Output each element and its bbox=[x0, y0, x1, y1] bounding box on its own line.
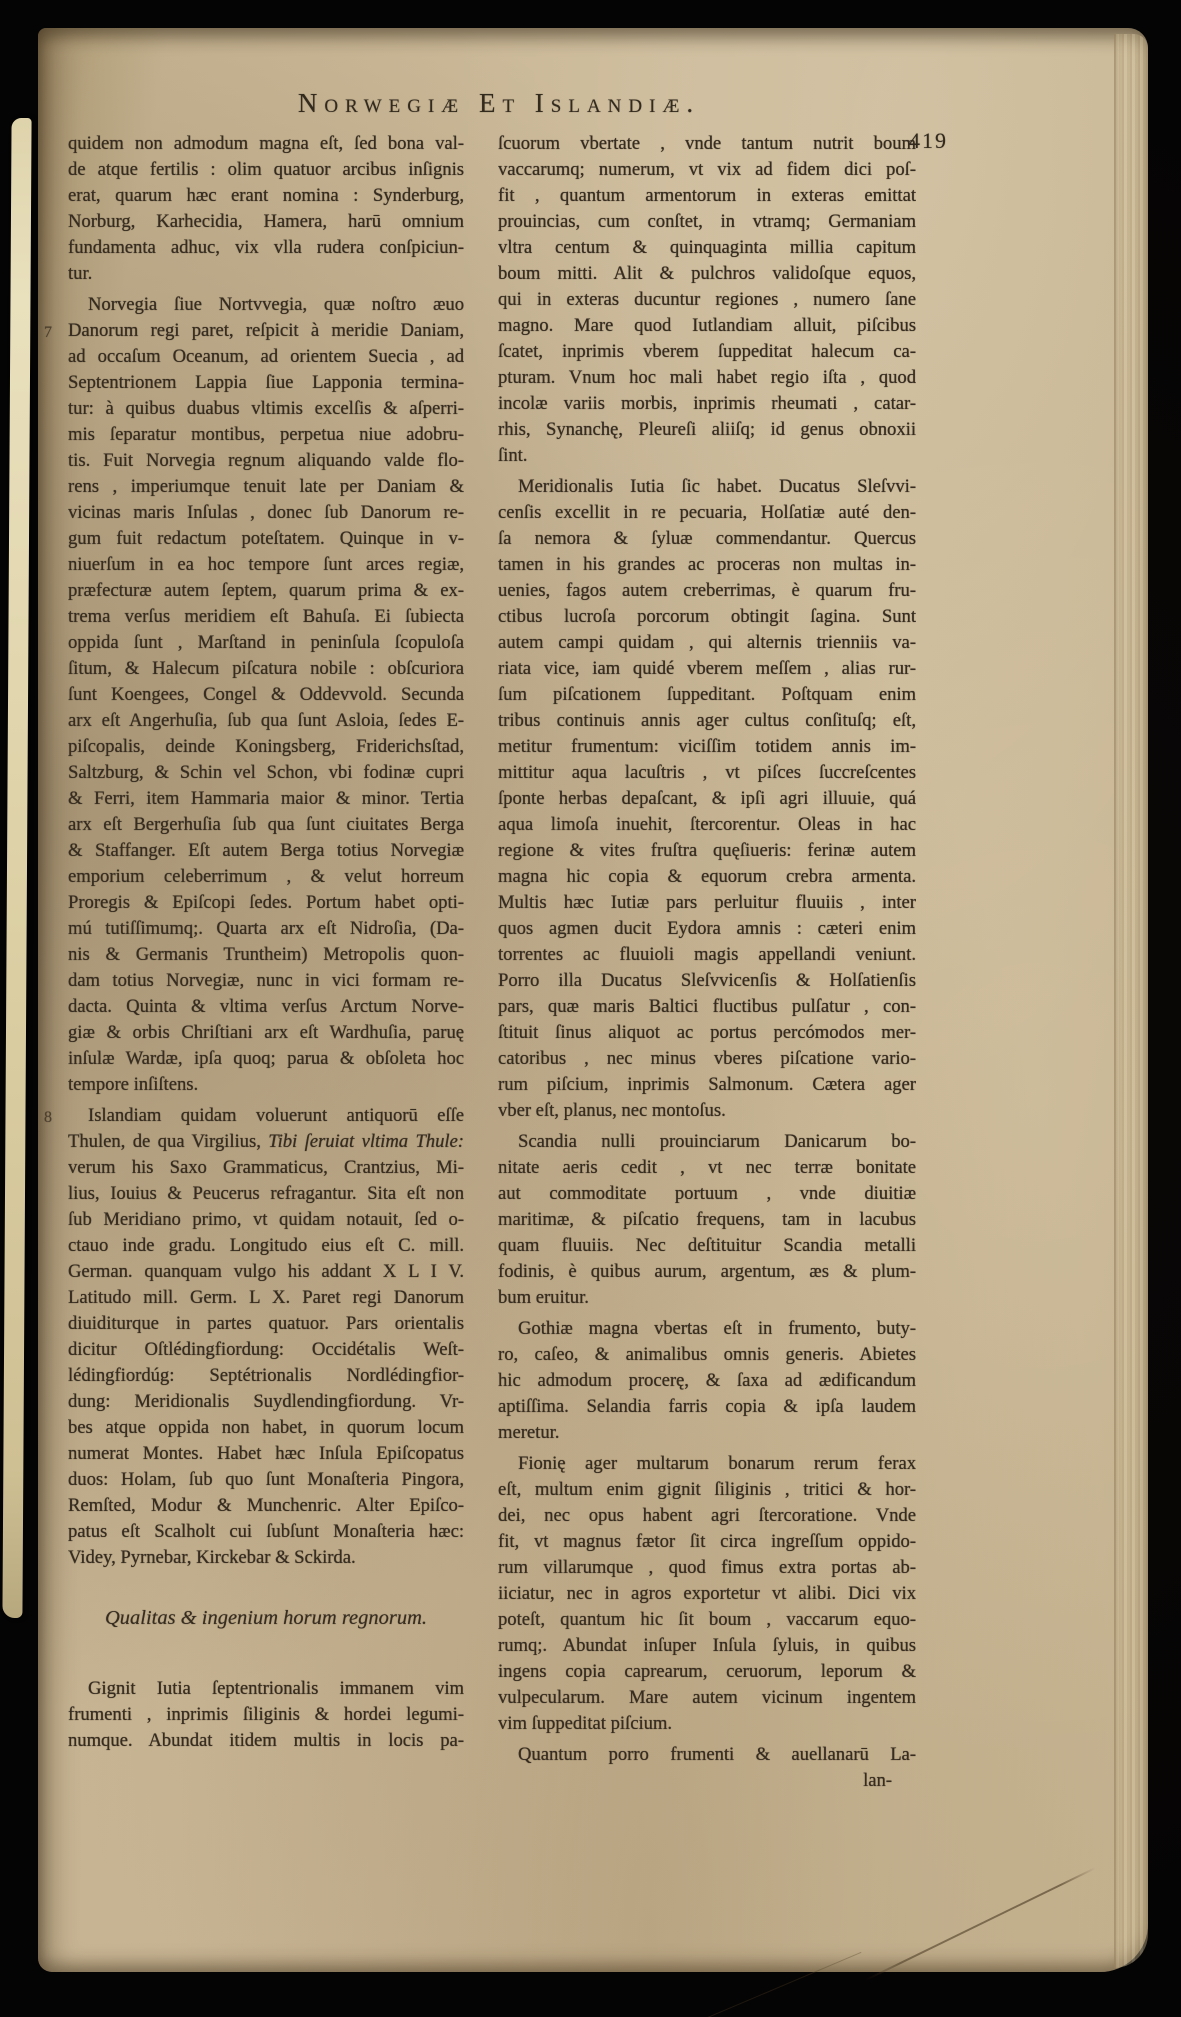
catchword: lan- bbox=[863, 1770, 892, 1791]
text-line: dei, nec opus habent agri ſtercoratione. Vnde bbox=[498, 1505, 916, 1526]
text-line: prouincias, cum conſtet, in vtramq; Germaniam bbox=[498, 211, 916, 232]
text-line: fit , quantum armentorum in exteras emittat bbox=[498, 185, 916, 206]
running-head-title: Norwegiæ Et Islandiæ. bbox=[297, 88, 701, 118]
text-roman: Thulen, de qua Virgilius, bbox=[68, 1131, 269, 1152]
page-number: 419 bbox=[909, 128, 948, 153]
text-line: German. quanquam vulgo his addant X L I V. bbox=[68, 1261, 464, 1282]
text-line: regione & vites fruſtra quęſiueris: ferinæ autem bbox=[498, 840, 916, 861]
right-column bbox=[498, 131, 916, 1799]
text-line: tribus continuis annis ager cultus conſituſq; eſt, bbox=[498, 710, 916, 731]
text-line: inſulæ Wardæ, ipſa quoq; parua & obſoleta hoc bbox=[68, 1048, 464, 1069]
text-line: duos: Holam, ſub quo ſunt Monaſteria Pingora, bbox=[68, 1469, 464, 1490]
text-line: tempore inſiſtens. bbox=[68, 1074, 199, 1095]
text-line: Proregis & Epiſcopi ſedes. Portum habet opti- bbox=[68, 892, 464, 913]
text-line: Porro illa Ducatus Sleſvvicenſis & Holſatienſis bbox=[498, 970, 916, 991]
text-line: quidem non admodum magna eſt, ſed bona val- bbox=[68, 133, 464, 154]
text-line: Meridionalis Iutia ſic habet. Ducatus Sleſvvi- bbox=[518, 476, 916, 497]
text-line: magna hic copia & equorum crebra armenta. bbox=[498, 866, 916, 887]
paragraph bbox=[68, 1676, 464, 1754]
underlying-page-edge bbox=[2, 118, 31, 1618]
text-line: tur. bbox=[68, 263, 93, 284]
text-line: trema verſus meridiem eſt Bahuſa. Ei ſubiecta bbox=[68, 606, 464, 627]
text-line: emporium celeberrimum , & velut horreum bbox=[68, 866, 464, 887]
text-line: & Staffanger. Eſt autem Berga totius Norvegiæ bbox=[68, 840, 464, 861]
text-line: numerat Montes. Habet hæc Inſula Epiſcopatus bbox=[68, 1443, 464, 1464]
text-line: maritimæ, & piſcatio frequens, tam in lacubus bbox=[498, 1209, 916, 1230]
text-line: Norvegia ſiue Nortvvegia, quæ noſtro æuo bbox=[88, 294, 464, 315]
text-line: diuiditurque in partes quatuor. Pars orientalis bbox=[68, 1313, 464, 1334]
text-line: & Ferri, item Hammaria maior & minor. Tertia bbox=[68, 788, 464, 809]
text-line: de atque fertilis : olim quatuor arcibus inſignis bbox=[68, 159, 464, 180]
text-line: eſt, multum enim gignit ſiliginis , tritici & hor- bbox=[498, 1479, 916, 1500]
text-line: pturam. Vnum hoc mali habet regio iſta , quod bbox=[498, 367, 916, 388]
text-line: vaccarumq; numerum, vt vix ad fidem dici poſ- bbox=[498, 159, 916, 180]
paragraph bbox=[44, 1103, 464, 1571]
text-line: vim ſuppeditat piſcium. bbox=[498, 1713, 673, 1734]
text-line: Remſted, Modur & Munchenric. Alter Epiſco- bbox=[68, 1495, 464, 1516]
text-line: boum mitti. Alit & pulchros validoſque equos, bbox=[498, 263, 916, 284]
text-line: incolæ variis morbis, inprimis rheumati , catar- bbox=[498, 393, 916, 414]
text-line: hic admodum procerę, & ſaxa ad ædificandum bbox=[498, 1370, 916, 1391]
text-line: Gignit Iutia ſeptentrionalis immanem vim bbox=[88, 1678, 464, 1699]
text-line: autem campi quidam , qui alternis trienniis va- bbox=[498, 632, 916, 653]
text-line: aut commoditate portuum , vnde diuitiæ bbox=[498, 1183, 916, 1204]
text-line: fodinis, è quibus aurum, argentum, æs & plum- bbox=[498, 1261, 916, 1282]
text-line: bes atque oppida non habet, in quorum locum bbox=[68, 1417, 464, 1438]
text-line: numque. Abundat itidem multis in locis pa- bbox=[68, 1730, 464, 1751]
paragraph bbox=[44, 292, 464, 1098]
text-line: erat, quarum hæc erant nomina : Synderburg, bbox=[68, 185, 464, 206]
text-line: Scandia nulli prouinciarum Danicarum bo- bbox=[518, 1131, 916, 1152]
text-line: dung: Meridionalis Suydlendingfiordung. Vr- bbox=[68, 1391, 464, 1412]
text-line: dacta. Quinta & vltima verſus Arctum Norve- bbox=[68, 996, 464, 1017]
text-line: Islandiam quidam voluerunt antiquorū eſſe bbox=[88, 1105, 464, 1126]
text-line: metitur frumentum: viciſſim totidem annis im- bbox=[498, 736, 916, 757]
text-line: Multis hæc Iutiæ pars perluitur fluuiis , inter bbox=[498, 892, 916, 913]
text-line: Gothiæ magna vbertas eſt in frumento, buty- bbox=[518, 1318, 916, 1339]
text-line: ad occaſum Oceanum, ad orientem Suecia , ad bbox=[68, 346, 464, 367]
text-line: fundamenta adhuc, vix vlla rudera conſpiciun- bbox=[68, 237, 464, 258]
text-line: vltra centum & quinquaginta millia capitum bbox=[498, 237, 916, 258]
text-line: ſponte herbas depaſcant, & ipſi agri illuuie, quá bbox=[498, 788, 916, 809]
text-line: ctibus lucroſa porcorum obtingit ſagina. Sunt bbox=[498, 606, 916, 627]
text-line: riata vice, iam quidé vberem meſſem , alias rur- bbox=[498, 658, 916, 679]
text-line: uenies, fagos autem creberrimas, è quarum fru- bbox=[498, 580, 916, 601]
text-line: pars, quæ maris Baltici fluctibus pulſatur , con- bbox=[498, 996, 916, 1017]
left-column bbox=[44, 131, 464, 1799]
text-line: Danorum regi paret, reſpicit à meridie Daniam, bbox=[68, 320, 464, 341]
text-line: vicinas maris Inſulas , donec ſub Danorum re- bbox=[68, 502, 464, 523]
text-line: mittitur aqua lacuſtris , vt piſces ſuccreſcentes bbox=[498, 762, 916, 783]
text-line: ſcuorum vbertate , vnde tantum nutrit boum bbox=[498, 133, 916, 154]
text-line: Saltzburg, & Schin vel Schon, vbi fodinæ cupri bbox=[68, 762, 464, 783]
text-line: ro, caſeo, & animalibus omnis generis. Abietes bbox=[498, 1344, 916, 1365]
text-line: qui in exteras ducuntur regiones , numero ſane bbox=[498, 289, 916, 310]
text-line: aqua limoſa inuehit, ſtercorentur. Oleas in hac bbox=[498, 814, 916, 835]
text-line: oppida ſunt , Marſtand in peninſula ſcopuloſa bbox=[68, 632, 464, 653]
text-line: rhis, Synanchę, Pleureſi aliiſq; id genus obnoxii bbox=[498, 419, 916, 440]
paragraph bbox=[498, 1742, 916, 1794]
text-line: ingens copia caprearum, ceruorum, leporum & bbox=[498, 1661, 916, 1682]
text-line: quos agmen ducit Eydora amnis : cæteri enim bbox=[498, 918, 916, 939]
text-line: catoribus , nec minus vberes piſcatione vario- bbox=[498, 1048, 916, 1069]
text-line: ctauo inde gradu. Longitudo eius eſt C. mill. bbox=[68, 1235, 464, 1256]
text-line: rens , imperiumque tenuit late per Daniam & bbox=[68, 476, 464, 497]
paragraph bbox=[498, 131, 916, 469]
text-line: cenſis excellit in re pecuaria, Holſatiæ auté den- bbox=[498, 502, 916, 523]
text-line: rum villarumque , quod fimus extra portas ab- bbox=[498, 1557, 916, 1578]
text-line: mú tutiſſimumq;. Quarta arx eſt Nidroſia, (Da- bbox=[68, 918, 464, 939]
paragraph bbox=[498, 474, 916, 1124]
paragraph bbox=[498, 1451, 916, 1737]
text-line: nitate aeris cedit , vt nec terræ bonitate bbox=[498, 1157, 916, 1178]
text-line: ſcatet, inprimis vberem ſuppeditat halecum ca- bbox=[498, 341, 916, 362]
text-line: Norburg, Karhecidia, Hamera, harū omnium bbox=[68, 211, 464, 232]
stacked-page-edges bbox=[1114, 34, 1148, 1968]
text-line: lius, Iouius & Peucerus refragantur. Sita eſt non bbox=[68, 1183, 464, 1204]
text-line: verum his Saxo Grammaticus, Crantzius, Mi- bbox=[68, 1157, 464, 1178]
text-line: ſint. bbox=[498, 445, 528, 466]
section-heading: Qualitas & ingenium horum regnorum. bbox=[104, 1607, 428, 1629]
paragraph bbox=[498, 1129, 916, 1311]
text-line: Septentrionem Lappia ſiue Lapponia termina- bbox=[68, 372, 464, 393]
paragraph bbox=[68, 131, 464, 287]
text-line: iiciatur, nec in agros exportetur vt alibi. Dici vix bbox=[498, 1583, 916, 1604]
text-line: aptiſſima. Selandia farris copia & ipſa laudem bbox=[498, 1396, 916, 1417]
text-line: ſtituit ſinus aliquot ac portus percómodos mer- bbox=[498, 1022, 916, 1043]
text-line: poteſt, quantum hic ſit boum , vaccarum equo- bbox=[498, 1609, 916, 1630]
text-line: fit, vt magnus fætor ſit circa ingreſſum oppido- bbox=[498, 1531, 916, 1552]
book-page bbox=[38, 28, 1148, 1972]
margin-section-number: 7 bbox=[44, 324, 52, 341]
text-line: lédingfiordúg: Septétrionalis Nordlédingfior- bbox=[68, 1365, 464, 1386]
text-columns bbox=[44, 131, 916, 1799]
text-line: frumenti , inprimis ſiliginis & hordei legumi- bbox=[68, 1704, 464, 1725]
text-line: præfecturæ autem ſeptem, quarum prima & ex- bbox=[68, 580, 464, 601]
text-line: Latitudo mill. Germ. L X. Paret regi Danorum bbox=[68, 1287, 464, 1308]
paragraph bbox=[498, 1316, 916, 1446]
text-line: meretur. bbox=[498, 1422, 560, 1443]
text-line: rumq;. Abundat inſuper Inſula ſyluis, in quibus bbox=[498, 1635, 916, 1656]
text-line: piſcopalis, deinde Koningsberg, Friderichsſtad, bbox=[68, 736, 464, 757]
text-line: ſub Meridiano primo, vt quidam notauit, ſed o- bbox=[68, 1209, 464, 1230]
text-line: ſunt Koengees, Congel & Oddevvold. Secunda bbox=[68, 684, 464, 705]
text-line: vulpecularum. Mare autem vicinum ingentem bbox=[498, 1687, 916, 1708]
text-line: dicitur Oſtlédingfiordung: Occidétalis Weſt- bbox=[68, 1339, 464, 1360]
text-italic: Tibi ſeruiat vltima Thule: bbox=[268, 1131, 464, 1152]
text-line: nis & Germanis Truntheim) Metropolis quon- bbox=[68, 944, 464, 965]
text-line: bum eruitur. bbox=[498, 1287, 589, 1308]
text-line: tis. Fuit Norvegia regnum aliquando valde flo- bbox=[68, 450, 464, 471]
text-line: niuerſum in ea hoc tempore ſunt arces regiæ, bbox=[68, 554, 464, 575]
text-line: tur: à quibus duabus vltimis excelſis & aſperri- bbox=[68, 398, 464, 419]
text-line: ſum piſcationem ſuppeditant. Poſtquam enim bbox=[498, 684, 916, 705]
margin-section-number: 8 bbox=[44, 1109, 52, 1126]
text-line: rum piſcium, inprimis Salmonum. Cætera ager bbox=[498, 1074, 916, 1095]
text-line: Fionię ager multarum bonarum rerum ferax bbox=[518, 1453, 916, 1474]
text-line: ſa nemora & ſyluæ commendantur. Quercus bbox=[498, 528, 916, 549]
text-line: ſitum, & Halecum piſcatura nobile : obſcuriora bbox=[68, 658, 464, 679]
text-line: vber eſt, planus, nec montoſus. bbox=[498, 1100, 726, 1121]
text-line: tamen in his grandes ac proceras non multas in- bbox=[498, 554, 916, 575]
text-line: giæ & orbis Chriſtiani arx eſt Wardhuſia, paruę bbox=[68, 1022, 464, 1043]
text-line: Videy, Pyrnebar, Kirckebar & Sckirda. bbox=[68, 1547, 356, 1568]
text-line: dam totius Norvegiæ, nunc in vici formam re- bbox=[68, 970, 464, 991]
text-line bbox=[68, 1129, 464, 1155]
text-line: quam fluuiis. Nec deſtituitur Scandia metalli bbox=[498, 1235, 916, 1256]
text-line: magno. Mare quod Iutlandiam alluit, piſcibus bbox=[498, 315, 916, 336]
text-line: patus eſt Scalholt cui ſubſunt Monaſteria hæc: bbox=[68, 1521, 464, 1542]
text-line: torrentes ac fluuioli magis appellandi veniunt. bbox=[498, 944, 916, 965]
text-line: Quantum porro frumenti & auellanarū La- bbox=[518, 1744, 916, 1765]
text-line: arx eſt Angerhuſia, ſub qua ſunt Asloia, ſedes E- bbox=[68, 710, 464, 731]
paper-crease bbox=[865, 1867, 1095, 1981]
text-line: arx eſt Bergerhuſia ſub qua ſunt ciuitates Berga bbox=[68, 814, 464, 835]
text-line: mis ſeparatur montibus, perpetua niue adobru- bbox=[68, 424, 464, 445]
text-line: gum fuit redactum poteſtatem. Quinque in v- bbox=[68, 528, 464, 549]
page-content bbox=[44, 88, 948, 1799]
paper-crease bbox=[705, 1952, 862, 2017]
